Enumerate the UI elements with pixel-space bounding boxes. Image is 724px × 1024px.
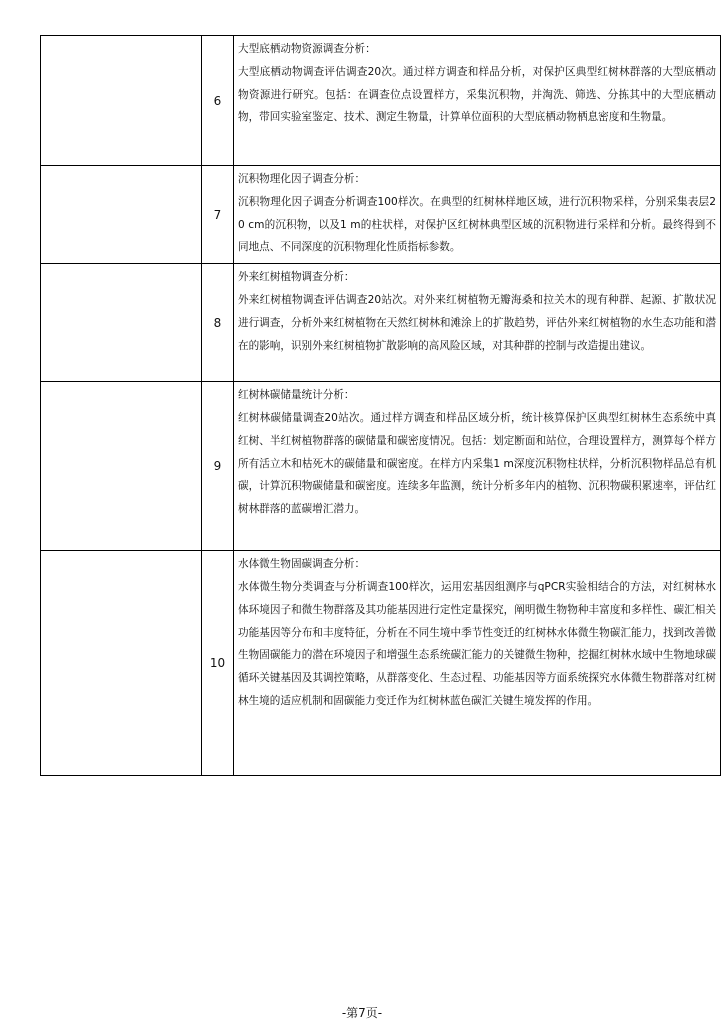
row-number: 6 [202, 36, 234, 166]
empty-cell [41, 36, 202, 166]
item-body: 红树林碳储量调查20站次。通过样方调查和样品区域分析，统计核算保护区典型红树林生态系统中真红树、半红树植物群落的碳储量和碳密度情况。包括：划定断面和站位，合理设置样方，测算每个样方所有活立木和枯死木的碳储量和碳密度。在样方内采集1 m深度沉积物柱状样，分析沉积物样品总有机碳，计算沉积物碳储量和碳密度。连续多年监测，统计分析多年内的植物、沉积物碳积累速率，评估红树林群落的蓝碳增汇潜力。 [238, 411, 716, 516]
table-row [41, 382, 721, 551]
row-number: 10 [202, 551, 234, 776]
page-number: -第7页- [341, 1006, 383, 1020]
empty-cell [41, 166, 202, 264]
item-body: 大型底栖动物调查评估调查20次。通过样方调查和样品分析，对保护区典型红树林群落的大型底栖动物资源进行研究。包括：在调查位点设置样方，采集沉积物，并淘洗、筛选、分拣其中的大型底栖动物，带回实验室鉴定、技术、测定生物量，计算单位面积的大型底栖动物栖息密度和生物量。 [238, 65, 716, 124]
table-row [41, 36, 721, 166]
row-number: 8 [202, 264, 234, 382]
table-row [41, 264, 721, 382]
item-body: 外来红树植物调查评估调查20站次。对外来红树植物无瓣海桑和拉关木的现有种群、起源、扩散状况进行调查，分析外来红树植物在天然红树林和滩涂上的扩散趋势，评估外来红树植物的水生态功能和潜在的影响，识别外来红树植物扩散影响的高风险区域，对其种群的控制与改造提出建议。 [238, 293, 716, 352]
item-title: 水体微生物固碳调查分析： [238, 558, 366, 571]
description-cell [234, 551, 721, 776]
empty-cell [41, 264, 202, 382]
item-title: 红树林碳储量统计分析： [238, 389, 355, 402]
table-row [41, 166, 721, 264]
table-row [41, 551, 721, 776]
empty-cell [41, 382, 202, 551]
description-cell [234, 166, 721, 264]
description-cell [234, 264, 721, 382]
item-title: 沉积物理化因子调查分析： [238, 173, 366, 185]
item-body: 水体微生物分类调查与分析调查100样次，运用宏基因组测序与qPCR实验相结合的方法，对红树林水体环境因子和微生物群落及其功能基因进行定性定量探究，阐明微生物物种丰富度和多样性、碳汇相关功能基因等分布和丰度特征，分析在不同生境中季节性变迁的红树林水体微生物碳汇能力，找到改善微生物固碳能力的潜在环境因子和增强生态系统碳汇能力的关键微生物种，挖掘红树林水域中生物地球碳循环关键基因及其调控策略，从群落变化、生态过程、功能基因等方面系统探究水体微生物群落对红树林生境的适应机制和固碳能力变迁作为红树林蓝色碳汇关键生境发挥的作用。 [238, 580, 716, 707]
empty-cell [41, 551, 202, 776]
item-body: 沉积物理化因子调查分析调查100样次。在典型的红树林样地区域，进行沉积物采样，分别采集表层20 cm的沉积物，以及1 m的柱状样，对保护区红树林典型区域的沉积物进行采样和分析。最终得到不同地点、不同深度的沉积物理化性质指标参数。 [238, 195, 716, 254]
survey-table [40, 35, 721, 776]
row-number: 9 [202, 382, 234, 551]
description-cell [234, 382, 721, 551]
item-title: 大型底栖动物资源调查分析： [238, 43, 376, 55]
description-cell [234, 36, 721, 166]
item-title: 外来红树植物调查分析： [238, 271, 355, 284]
row-number: 7 [202, 166, 234, 264]
